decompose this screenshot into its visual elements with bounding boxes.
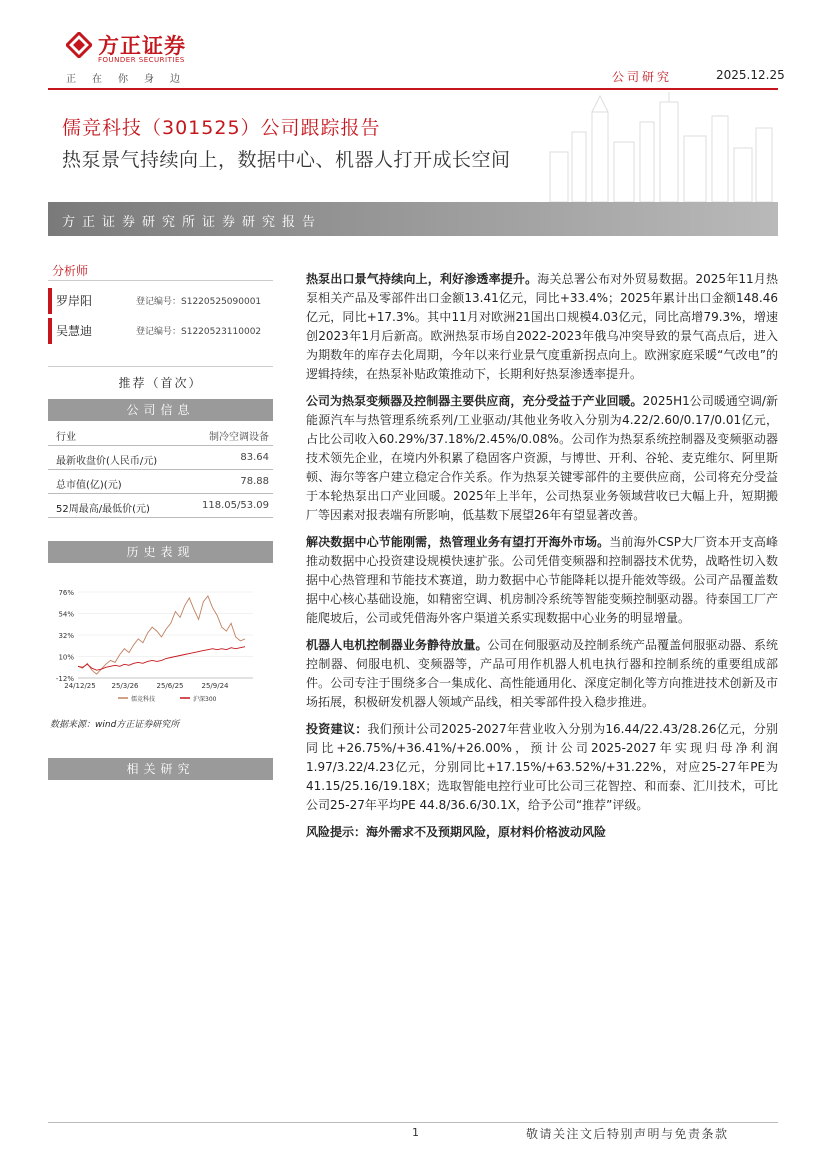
slogan: 正在你身边 [66,74,196,85]
company-info-row [48,423,273,446]
paragraph-lead: 风险提示：海外需求不及预期风险，原材料价格波动风险 [306,825,607,839]
info-value: 118.05/53.09 [202,500,269,511]
info-key: 总市值(亿)(元) [56,480,122,491]
report-date: 2025.12.25 [716,68,785,82]
main-content [306,270,778,842]
chart-x-tick: 25/6/25 [156,682,184,690]
disclaimer-link[interactable]: 敬请关注文后特别声明与免责条款 [526,1127,729,1141]
chart-y-tick: 54% [58,610,74,619]
paragraph-risk [306,823,778,842]
chart-y-tick: 10% [58,653,74,662]
info-key: 最新收盘价(人民币/元) [56,456,158,467]
info-key: 52周最高/最低价(元) [56,504,150,515]
company-info-header: 公司信息 [48,399,273,421]
paragraph-export [306,270,778,384]
analyst-row [48,318,277,344]
info-value: 78.88 [240,476,269,487]
info-value: 制冷空调设备 [209,432,269,443]
rating-divider [48,366,273,367]
logo-cn-text: 方正证券 [98,34,186,58]
paragraph-body: 海关总署公布对外贸易数据。2025年11月热泵相关产品及零部件出口金额13.41亿元，同比+33.4%；2025年累计出口金额148.46亿元，同比+17.3%。其中11月对欧洲21国出口规模4.03亿元，同比高增79.3%，增速创2023年1月后新高。欧洲热泵市场自2022-2023年俄乌冲突导致的景气高点后，进入为期数年的库存去化周期，今年以来行业景气度重新拐点向上。欧洲家庭采暖“气改电”的逻辑持续，在热泵补贴政策推动下，长期利好热泵渗透率提升。 [306,272,778,381]
paragraph-body: 当前海外CSP大厂资本开支高峰推动数据中心投资建设规模快速扩张。公司凭借变频器和控制器技术优势，战略性切入数据中心热管理和节能技术赛道，助力数据中心节能降耗以提升能效等级。公司产品覆盖数据中心核心基础设施，如精密空调、机房制冷系统等智能变频控制驱动器。待泰国工厂产能爬坡后，公司或凭借海外客户渠道关系实现数据中心业务的明显增量。 [306,535,778,625]
paragraph-body: 公司在伺服驱动及控制系统产品覆盖伺服驱动器、系统控制器、伺服电机、变频器等，产品可用作机器人机电执行器和控制系统的重要组成部件。公司专注于围绕多合一集成化、高性能通用化、深度定制化等方向推进技术创新及市场拓展，积极研发机器人领域产品线，相关零部件投入稳步推进。 [306,638,778,709]
analyst-reg: 登记编号：S1220525090001 [136,297,262,307]
history-chart [48,570,273,710]
company-info-row [48,447,273,470]
report-subtitle: 热泵景气持续向上，数据中心、机器人打开成长空间 [62,149,511,171]
paragraph-body: 我们预计公司2025-2027年营业收入分别为16.44/22.43/28.26亿元，分别同比+26.75%/+36.41%/+26.00%，预计公司2025-2027年实现归母净利润1.97/3.22/4.23亿元，分别同比+17.15%/+63.52%/+31.22%，对应25-27年PE为41.15/25.16/19.18X；选取智能电控行业可比公司三花智控、和而泰、汇川技术，可比公司25-27年平均PE 44.8/36.6/30.1X，给予公司“推荐”评级。 [306,722,778,812]
chart-x-tick: 25/9/24 [201,682,229,690]
institute-banner-text: 方正证券研究所证券研究报告 [62,215,323,230]
paragraph-lead: 解决数据中心节能刚需，热管理业务有望打开海外市场。 [306,535,610,549]
chart-x-tick: 25/3/26 [111,682,139,690]
analyst-reg: 登记编号：S1220523110002 [136,327,262,337]
paragraph-lead: 热泵出口景气持续向上，利好渗透率提升。 [306,272,538,286]
info-value: 83.64 [240,452,269,463]
page-number: 1 [412,1126,419,1139]
data-source: 数据来源：wind方正证券研究所 [50,720,180,730]
paragraph-investment [306,720,778,815]
chart-legend-label: 儒竞科技 [131,696,156,703]
chart-x-tick: 24/12/25 [64,682,96,690]
analyst-row [48,288,277,314]
footer-divider [48,1122,778,1123]
analyst-name: 罗岸阳 [56,294,93,308]
paragraph-lead: 公司为热泵变频器及控制器主要供应商，充分受益于产业回暖。 [306,394,643,408]
paragraph-body: 2025H1公司暖通空调/新能源汽车与热管理系统系列/工业驱动/其他业务收入分别为4.22/2.60/0.17/0.01亿元，占比公司收入60.29%/37.18%/2.45%/0.08%。公司作为热泵系统控制器及变频驱动器技术领先企业，在境内外积累了稳固客户资源，与博世、开利、谷轮、麦克维尔、阿里斯顿、海尔等客户建立稳定合作关系。作为热泵关键零部件的主要供应商，公司将充分受益于本轮热泵出口产业回暖。2025年上半年，公司热泵业务领域营收已大幅上升，短期搬厂等因素对报表端有所影响，低基数下展望26年有望显著改善。 [306,394,778,522]
logo-en-text: FOUNDER SECURITIES [98,56,185,64]
skyline-decoration [540,92,778,202]
paragraph-supplier [306,392,778,525]
report-title: 儒竞科技（301525）公司跟踪报告 [62,117,381,139]
related-research-header: 相关研究 [48,758,273,780]
chart-y-tick: 76% [58,589,74,597]
founder-logo-icon [66,32,92,58]
analyst-label: 分析师 [52,264,89,278]
chart-y-tick: 32% [58,632,74,640]
paragraph-robot [306,636,778,712]
chart-y-tick: -12% [55,675,74,683]
report-category: 公司研究 [612,70,673,84]
paragraph-lead: 机器人电机控制器业务静待放量。 [306,638,488,652]
history-header: 历史表现 [48,541,273,563]
paragraph-datacenter [306,533,778,628]
chart-legend-label: 沪深300 [193,696,217,703]
analyst-name: 吴慧迪 [56,324,93,338]
rating: 推荐（首次） [118,376,203,390]
company-info-row [48,471,273,494]
header-divider [48,88,778,90]
info-key: 行业 [56,432,76,443]
paragraph-lead: 投资建议： [306,722,368,736]
analyst-divider [48,280,273,281]
company-info-row [48,495,273,518]
